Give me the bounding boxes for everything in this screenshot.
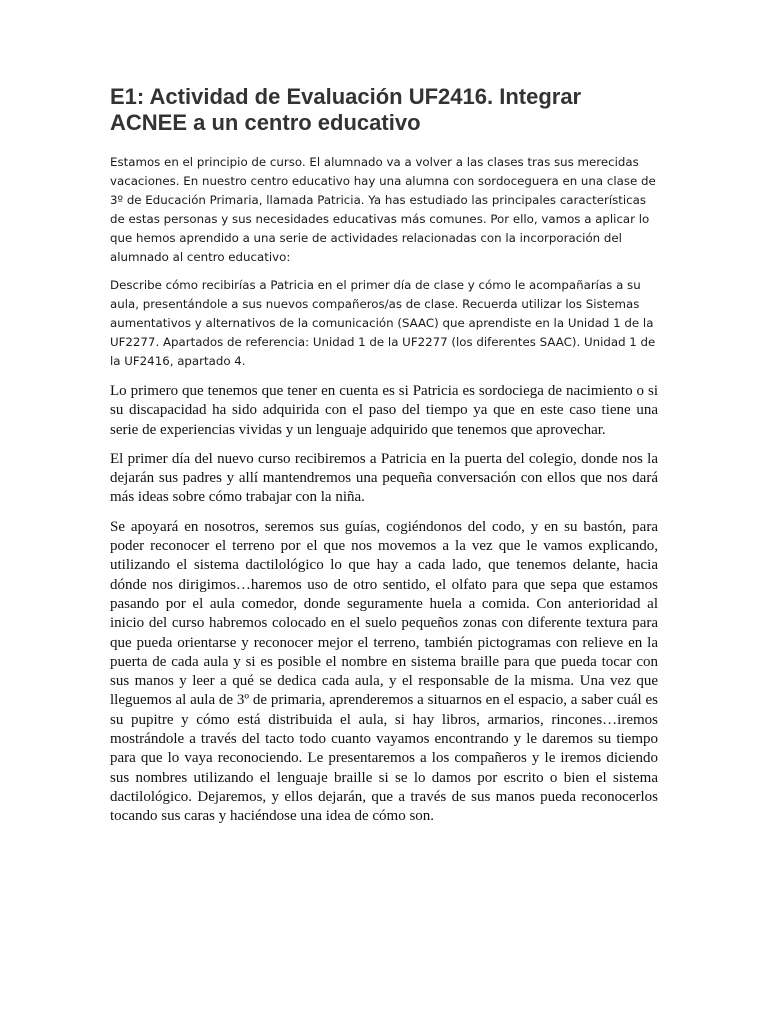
answer-paragraph-1: Lo primero que tenemos que tener en cuenta es si Patricia es sordociega de nacimiento o si su discapacidad ha sido adquirida con el paso del tiempo ya que en este caso tiene una serie de experiencias vividas y un lenguaje adquirido que tenemos que aprovechar. xyxy=(110,382,658,438)
document-title: E1: Actividad de Evaluación UF2416. Integrar ACNEE a un centro educativo xyxy=(110,84,582,135)
intro-paragraph-context: Estamos en el principio de curso. El alumnado va a volver a las clases tras sus merecidas vacaciones. En nuestro centro educativo hay una alumna con sordoceguera en una clase de 3º de Educación Primaria, llamada Patricia. Ya has estudiado las principales características de estas personas y sus necesidades educativas más comunes. Por ello, vamos a aplicar lo que hemos aprendido a una serie de actividades relacionadas con la incorporación del alumnado al centro educativo: xyxy=(110,155,656,264)
document-page xyxy=(110,84,658,837)
answer-paragraph-2: El primer día del nuevo curso recibiremos a Patricia en la puerta del colegio, donde nos la dejarán sus padres y allí mantendremos una pequeña conversación con ellos que nos dará más ideas sobre cómo trabajar con la niña. xyxy=(110,450,658,506)
answer-paragraph-3: Se apoyará en nosotros, seremos sus guías, cogiéndonos del codo, y en su bastón, para poder reconocer el terreno por el que nos movemos a la vez que le vamos explicando, utilizando el sistema dactilológico lo que hay a cada lado, que tenemos delante, hacia dónde nos dirigimos…haremos uso de otro sentido, el olfato para que sepa que estamos pasando por el aula comedor, donde seguramente huela a comida. Con anterioridad al inicio del curso habremos colocado en el suelo pequeños zonas con diferente textura para que pueda orientarse y reconocer mejor el terreno, también pictogramas con relieve en la puerta de cada aula y si es posible el nombre en sistema braille para que pueda tocar con sus manos y leer a qué se dedica cada aula, y el responsable de la misma. Una vez que lleguemos al aula de 3º de primaria, aprenderemos a situarnos en el espacio, a saber cuál es su pupitre y cómo está distribuida el aula, si hay libros, armarios, rincones…iremos mostrándole a través del tacto todo cuanto vayamos encontrando y le daremos su tiempo para que lo vaya reconociendo. Le presentaremos a los compañeros y le iremos diciendo sus nombres utilizando el lenguaje braille si se lo damos por escrito o bien el sistema dactilológico. Dejaremos, y ellos dejarán, que a través de sus manos pueda reconocerlos tocando sus caras y haciéndose una idea de cómo son. xyxy=(110,518,658,825)
intro-paragraph-task: Describe cómo recibirías a Patricia en el primer día de clase y cómo le acompañarías a su aula, presentándole a sus nuevos compañeros/as de clase. Recuerda utilizar los Sistemas aumentativos y alternativos de la comunicación (SAAC) que aprendiste en la Unidad 1 de la UF2277. Apartados de referencia: Unidad 1 de la UF2277 (los diferentes SAAC). Unidad 1 de la UF2416, apartado 4. xyxy=(110,278,656,369)
